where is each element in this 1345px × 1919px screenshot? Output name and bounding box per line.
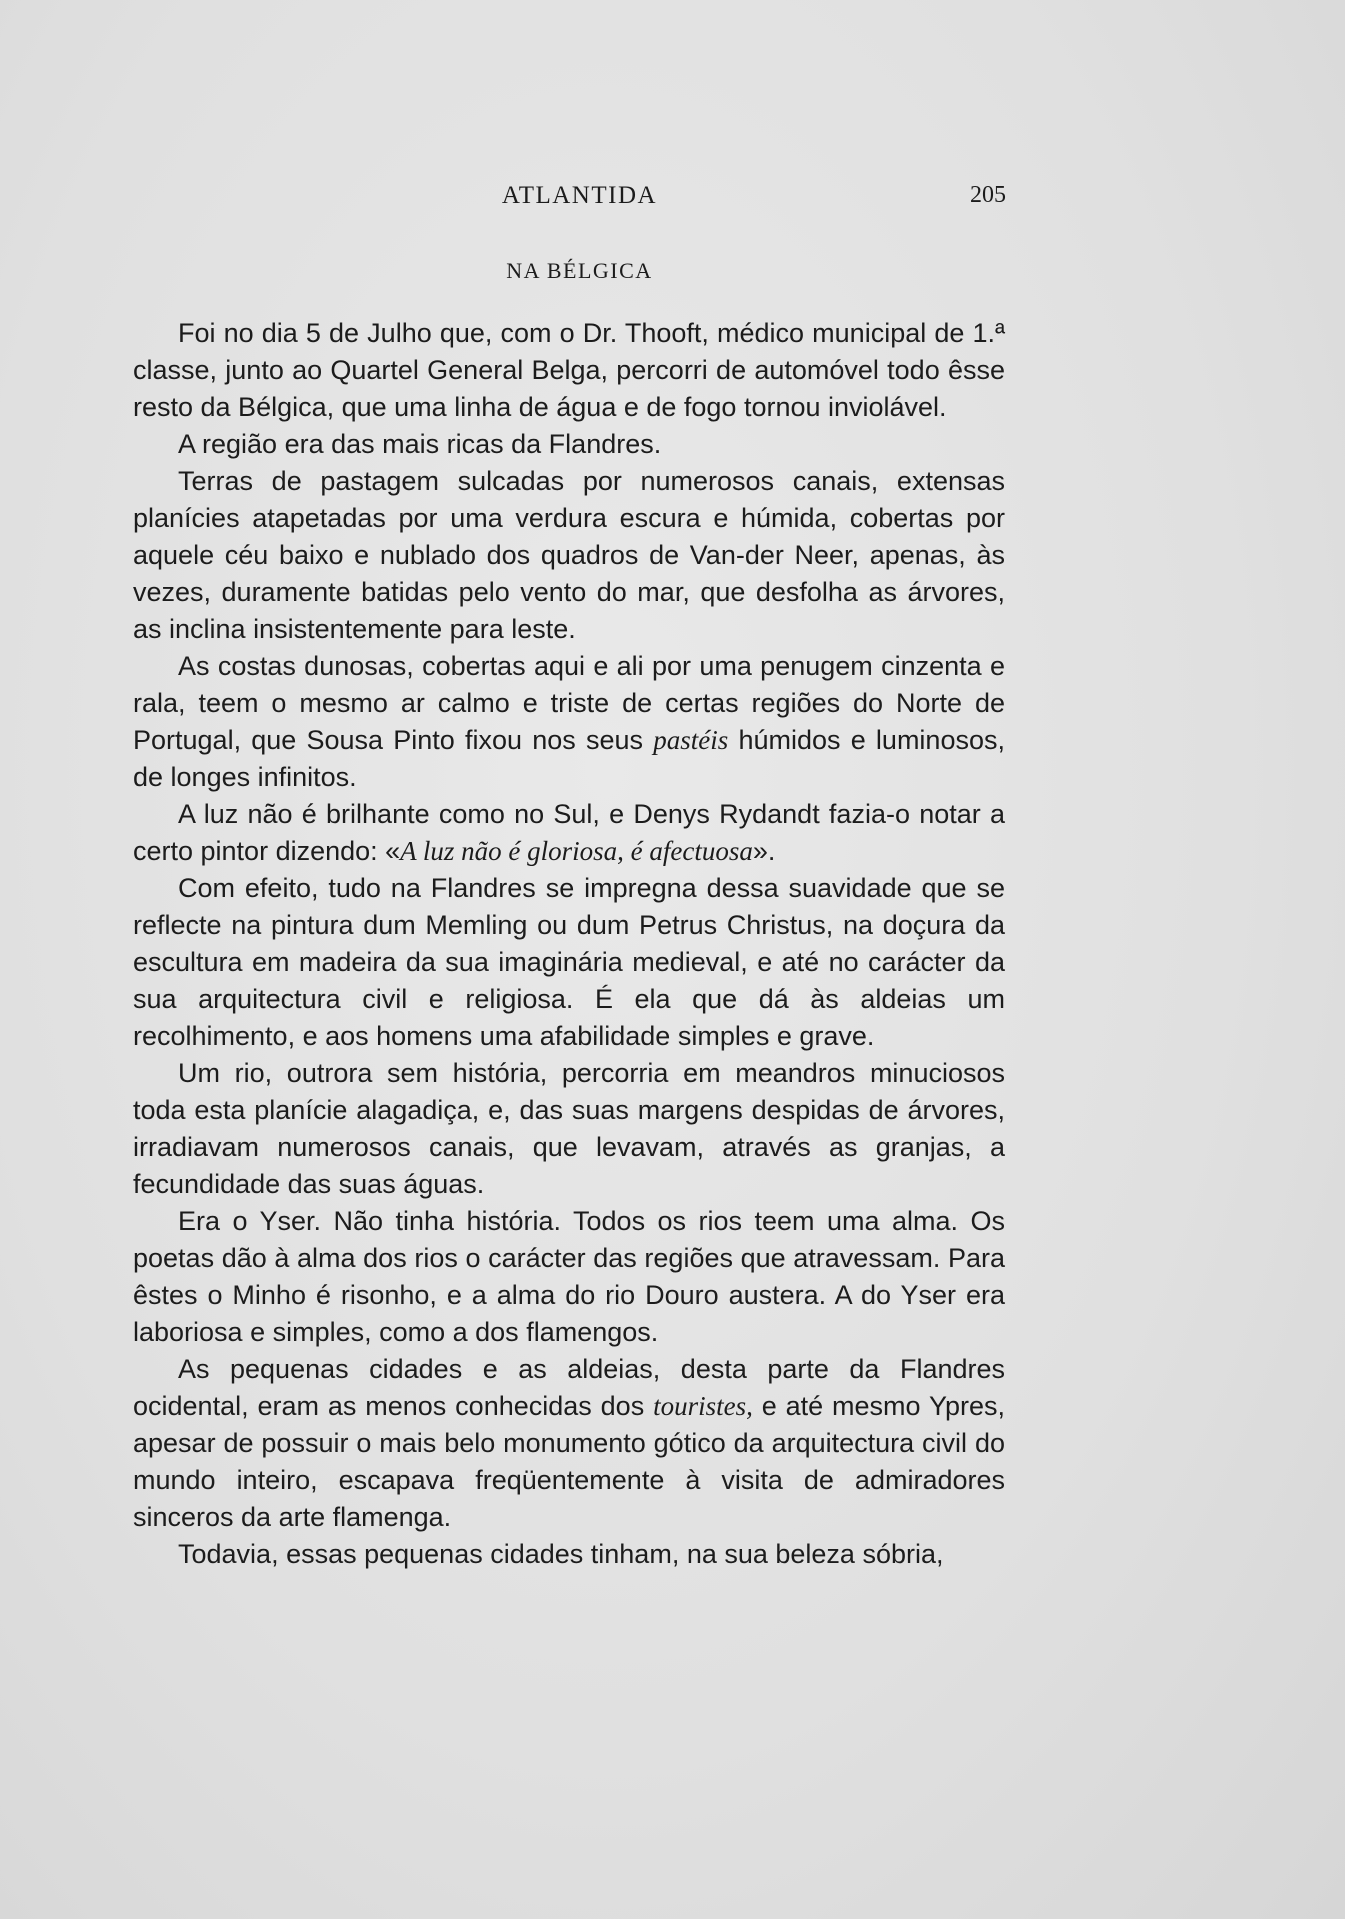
text-run: e até mesmo Ypres, apesar de possuir o mais belo monumento gótico da arquitectura civil do mundo inteiro, escapava freqüentemente à visita de admiradores sinceros da arte flamenga. xyxy=(133,1391,1005,1532)
section-title: NA BÉLGICA xyxy=(506,258,653,283)
paragraph xyxy=(133,1351,1005,1536)
page-number: 205 xyxy=(970,182,1006,208)
italic-text: touristes, xyxy=(653,1391,753,1421)
text-run: húmidos e luminosos, de longes infinitos. xyxy=(133,725,1005,792)
running-header xyxy=(133,182,1026,222)
paragraph: Um rio, outrora sem história, percorria em meandros minuciosos toda esta planície alagadiça, e, das suas margens despidas de árvores, irradiavam numerosos canais, que levavam, através as granjas, a fecundidade das suas águas. xyxy=(133,1058,1005,1199)
running-title: ATLANTIDA xyxy=(501,182,658,209)
italic-text: pastéis xyxy=(653,725,729,755)
text-run: ». xyxy=(752,836,776,866)
text-run: A luz não é brilhante como no Sul, e Denys Rydandt fazia-o notar a certo pintor dizendo: « xyxy=(133,799,1005,866)
paragraph xyxy=(133,648,1005,796)
body-text xyxy=(133,315,1005,1573)
paragraph: A região era das mais ricas da Flandres. xyxy=(178,429,662,459)
paragraph: Foi no dia 5 de Julho que, com o Dr. Thooft, médico municipal de 1.ª classe, junto ao Quartel General Belga, percorri de automóvel todo êsse resto da Bélgica, que uma linha de água e de fogo tornou inviolável. xyxy=(133,318,1005,422)
paragraph xyxy=(133,796,1005,870)
paragraph: Todavia, essas pequenas cidades tinham, na sua beleza sóbria, xyxy=(178,1539,944,1569)
text-run: As pequenas cidades e as aldeias, desta parte da Flandres ocidental, eram as menos conhecidas dos xyxy=(133,1354,1005,1421)
paragraph: Com efeito, tudo na Flandres se impregna dessa suavidade que se reflecte na pintura dum Memling ou dum Petrus Christus, na doçura da escultura em madeira da sua imaginária medieval, e até no carácter da sua arquitectura civil e religiosa. É ela que dá às aldeias um recolhimento, e aos homens uma afabilidade simples e grave. xyxy=(133,873,1005,1051)
text-run: As costas dunosas, cobertas aqui e ali por uma penugem cinzenta e rala, teem o mesmo ar calmo e triste de certas regiões do Norte de Portugal, que Sousa Pinto fixou nos seus xyxy=(133,651,1005,755)
italic-text: A luz não é gloriosa, é afectuosa xyxy=(400,836,753,866)
paragraph: Terras de pastagem sulcadas por numerosos canais, extensas planícies atapetadas por uma verdura escura e húmida, cobertas por aquele céu baixo e nublado dos quadros de Van-der Neer, apenas, às vezes, duramente batidas pelo vento do mar, que desfolha as árvores, as inclina insistentemente para leste. xyxy=(133,466,1005,644)
paragraph: Era o Yser. Não tinha história. Todos os rios teem uma alma. Os poetas dão à alma dos rios o carácter das regiões que atravessam. Para êstes o Minho é risonho, e a alma do rio Douro austera. A do Yser era laboriosa e simples, como a dos flamengos. xyxy=(133,1206,1005,1347)
